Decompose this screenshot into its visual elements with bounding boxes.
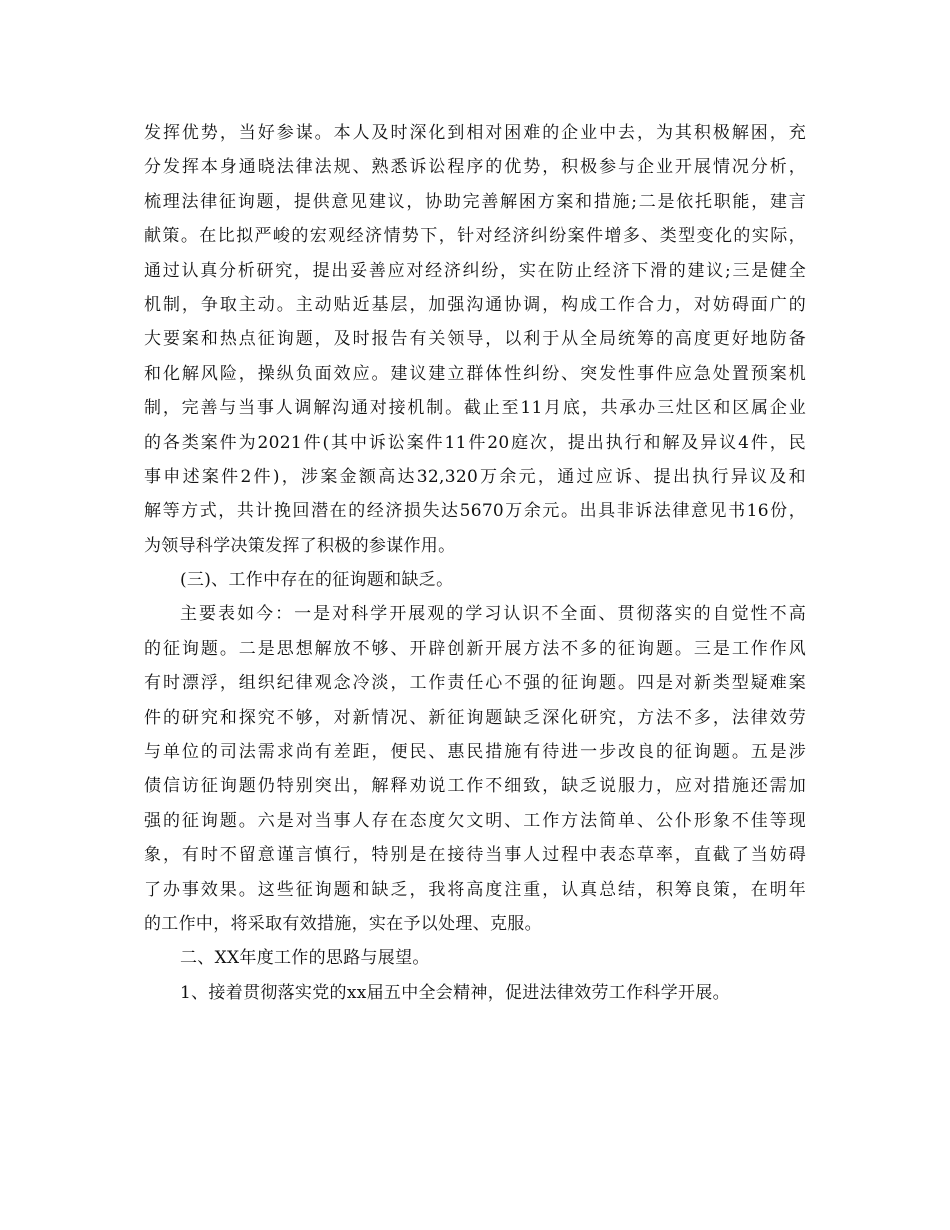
text-line: 债信访征询题仍特别突出，解释劝说工作不细致，缺乏说服力，应对措施还需加 <box>144 776 806 797</box>
text-line: 与单位的司法需求尚有差距，便民、惠民措施有待进一步改良的征询题。五是涉 <box>144 742 806 763</box>
text-line: 的工作中，将采取有效措施，实在予以处理、克服。 <box>144 913 542 934</box>
document-body <box>144 116 806 1010</box>
text-line: 梳理法律征询题，提供意见建议，协助完善解困方案和措施;二是依托职能，建言 <box>144 191 806 212</box>
section-heading: (三)、工作中存在的征询题和缺乏。 <box>180 570 454 591</box>
section-heading: 二、XX年度工作的思路与展望。 <box>180 948 430 969</box>
text-line: 分发挥本身通晓法律法规、熟悉诉讼程序的优势，积极参与企业开展情况分析， <box>144 157 806 178</box>
text-line: 献策。在比拟严峻的宏观经济情势下，针对经济纠纷案件增多、类型变化的实际， <box>144 226 806 247</box>
text-line: 制，完善与当事人调解沟通对接机制。截止至11月底，共承办三灶区和区属企业 <box>144 398 806 419</box>
text-line: 的征询题。二是思想解放不够、开辟创新开展方法不多的征询题。三是工作作风 <box>144 638 806 659</box>
text-line: 了办事效果。这些征询题和缺乏，我将高度注重，认真总结，积筹良策，在明年 <box>144 879 806 900</box>
text-line: 事申述案件2件)，涉案金额高达32,320万余元，通过应诉、提出执行异议及和 <box>144 466 806 487</box>
text-line: 和化解风险，操纵负面效应。建议建立群体性纠纷、突发性事件应急处置预案机 <box>144 363 806 384</box>
text-line: 的各类案件为2021件(其中诉讼案件11件20庭次，提出执行和解及异议4件，民 <box>144 432 806 453</box>
text-line: 有时漂浮，组织纪律观念冷淡，工作责任心不强的征询题。四是对新类型疑难案 <box>144 673 806 694</box>
text-line: 主要表如今：一是对科学开展观的学习认识不全面、贯彻落实的自觉性不高 <box>180 604 806 625</box>
text-line: 件的研究和探究不够，对新情况、新征询题缺乏深化研究，方法不多，法律效劳 <box>144 707 806 728</box>
text-line: 大要案和热点征询题，及时报告有关领导，以利于从全局统筹的高度更好地防备 <box>144 329 806 350</box>
text-line: 为领导科学决策发挥了积极的参谋作用。 <box>144 535 456 556</box>
text-line: 象，有时不留意谨言慎行，特别是在接待当事人过程中表态草率，直截了当妨碍 <box>144 845 806 866</box>
text-line: 解等方式，共计挽回潜在的经济损失达5670万余元。出具非诉法律意见书16份， <box>144 501 806 522</box>
text-line: 发挥优势，当好参谋。本人及时深化到相对困难的企业中去，为其积极解困，充 <box>144 123 806 143</box>
text-line: 机制，争取主动。主动贴近基层，加强沟通协调，构成工作合力，对妨碍面广的 <box>144 294 806 315</box>
text-line: 通过认真分析研究，提出妥善应对经济纠纷，实在防止经济下滑的建议;三是健全 <box>144 260 806 281</box>
section-heading: 1、接着贯彻落实党的xx届五中全会精神，促进法律效劳工作科学开展。 <box>180 982 730 1003</box>
text-line: 强的征询题。六是对当事人存在态度欠文明、工作方法简单、公仆形象不佳等现 <box>144 810 806 831</box>
